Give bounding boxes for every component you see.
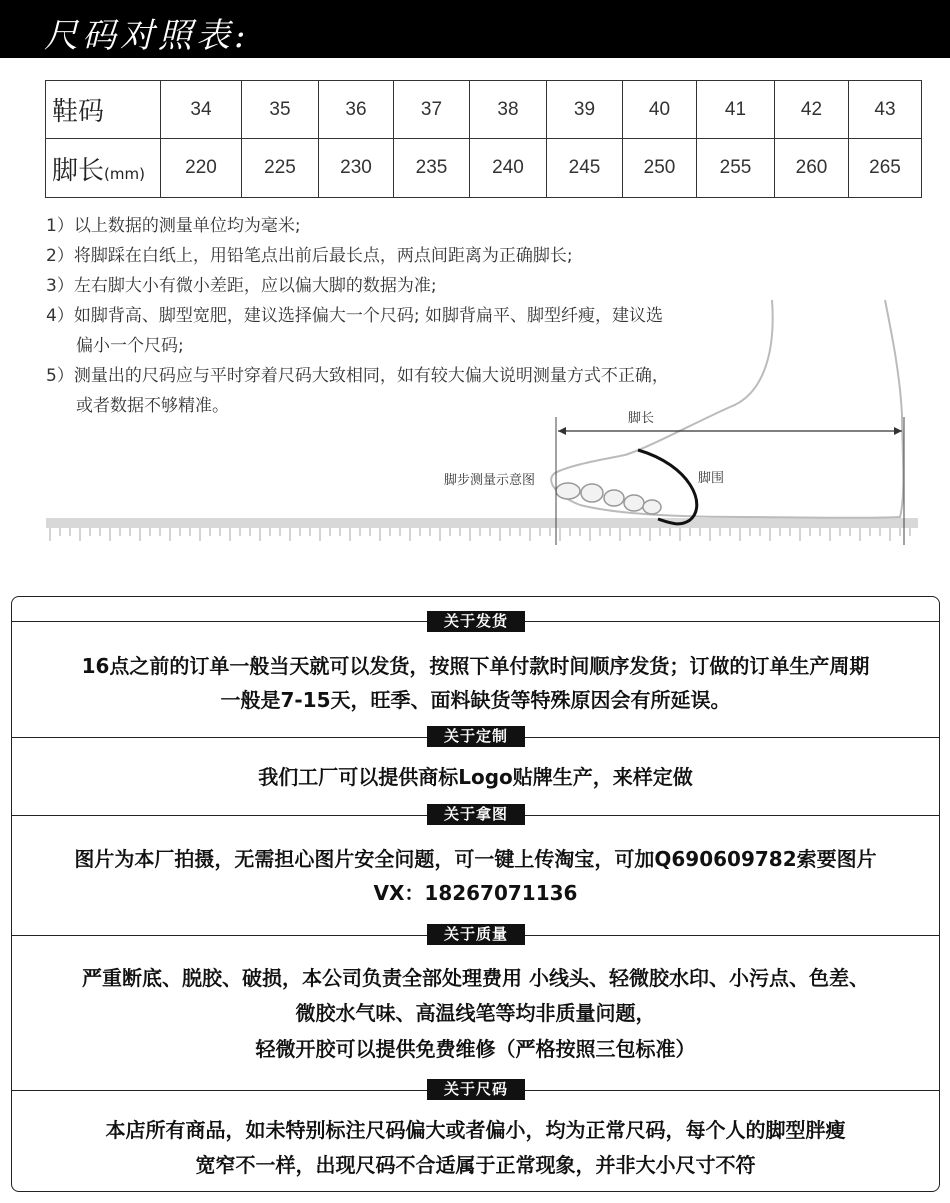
section-text: 一般是7-15天，旺季、面料缺货等特殊原因会有所延误。 [220,688,731,712]
section-text: 严重断底、脱胶、破损，本公司负责全部处理费用 小线头、轻微胶水印、小污点、色差、 [82,966,869,990]
table-cell: 42 [775,81,849,139]
store-info-panel [11,596,940,1192]
table-cell: 245 [547,139,623,198]
section-text: 宽窄不一样，出现尺码不合适属于正常现象，并非大小尺寸不符 [195,1153,756,1177]
ruler-bar [46,518,918,528]
table-cell: 250 [623,139,697,198]
page-title: 尺码对照表: [44,16,250,56]
row-header: 脚长(mm) [46,139,161,198]
section-label-shipping: 关于发货 [427,611,525,632]
toe [604,490,624,506]
table-cell: 36 [319,81,394,139]
ruler-ticks [50,528,910,541]
table-cell: 34 [161,81,242,139]
section-text: 本店所有商品，如未特别标注尺码偏大或者偏小，均为正常尺码，每个人的脚型胖瘦 [105,1118,846,1142]
note-line: 4）如脚背高、脚型宽肥，建议选择偏大一个尺码; 如脚背扁平、脚型纤瘦，建议选 [46,306,663,326]
table-cell: 38 [470,81,547,139]
note-line: 偏小一个尺码; [76,336,184,356]
section-text: 微胶水气味、高温线笔等均非质量问题， [295,1001,656,1025]
section-label-custom: 关于定制 [427,726,525,747]
foot-measurement-diagram [40,295,930,555]
table-cell: 40 [623,81,697,139]
note-line: 2）将脚踩在白纸上，用铅笔点出前后最长点，两点间距离为正确脚长; [46,246,573,266]
toe [624,495,644,511]
diagram-caption: 脚步测量示意图 [444,473,536,488]
toe [581,484,603,502]
section-label-images: 关于拿图 [427,804,525,825]
table-cell: 255 [697,139,775,198]
table-row-shoe-size [46,81,922,139]
foot-length-label: 脚长 [628,411,655,426]
table-cell: 220 [161,139,242,198]
table-row-foot-length [46,139,922,198]
table-cell: 37 [394,81,470,139]
section-text: 16点之前的订单一般当天就可以发货，按照下单付款时间顺序发货；订做的订单生产周期 [81,654,870,678]
row-header: 鞋码 [46,81,161,139]
size-chart-table [45,80,922,198]
section-text: VX：18267071136 [373,881,578,905]
table-cell: 225 [242,139,319,198]
table-cell: 260 [775,139,849,198]
header-bar [0,0,950,58]
foot-outline [551,300,903,518]
note-line: 5）测量出的尺码应与平时穿着尺码大致相同，如有较大偏大说明测量方式不正确， [46,366,669,386]
table-cell: 35 [242,81,319,139]
table-cell: 265 [849,139,922,198]
section-text: 图片为本厂拍摄，无需担心图片安全问题，可一键上传淘宝，可加Q690609782索要图片 [74,847,877,871]
section-label-size: 关于尺码 [427,1079,525,1100]
table-cell: 235 [394,139,470,198]
toe [643,500,661,514]
note-line: 3）左右脚大小有微小差距，应以偏大脚的数据为准; [46,276,437,296]
table-cell: 41 [697,81,775,139]
foot-girth-label: 脚围 [698,471,725,486]
section-text: 轻微开胶可以提供免费维修（严格按照三包标准） [255,1037,696,1061]
note-line: 或者数据不够精准。 [76,396,229,416]
note-line: 1）以上数据的测量单位均为毫米; [46,216,301,236]
table-cell: 240 [470,139,547,198]
table-cell: 230 [319,139,394,198]
table-cell: 39 [547,81,623,139]
section-text: 我们工厂可以提供商标Logo贴牌生产，来样定做 [258,765,693,789]
toe [556,483,580,499]
foot-illustration [40,295,930,555]
section-label-quality: 关于质量 [427,924,525,945]
table-cell: 43 [849,81,922,139]
